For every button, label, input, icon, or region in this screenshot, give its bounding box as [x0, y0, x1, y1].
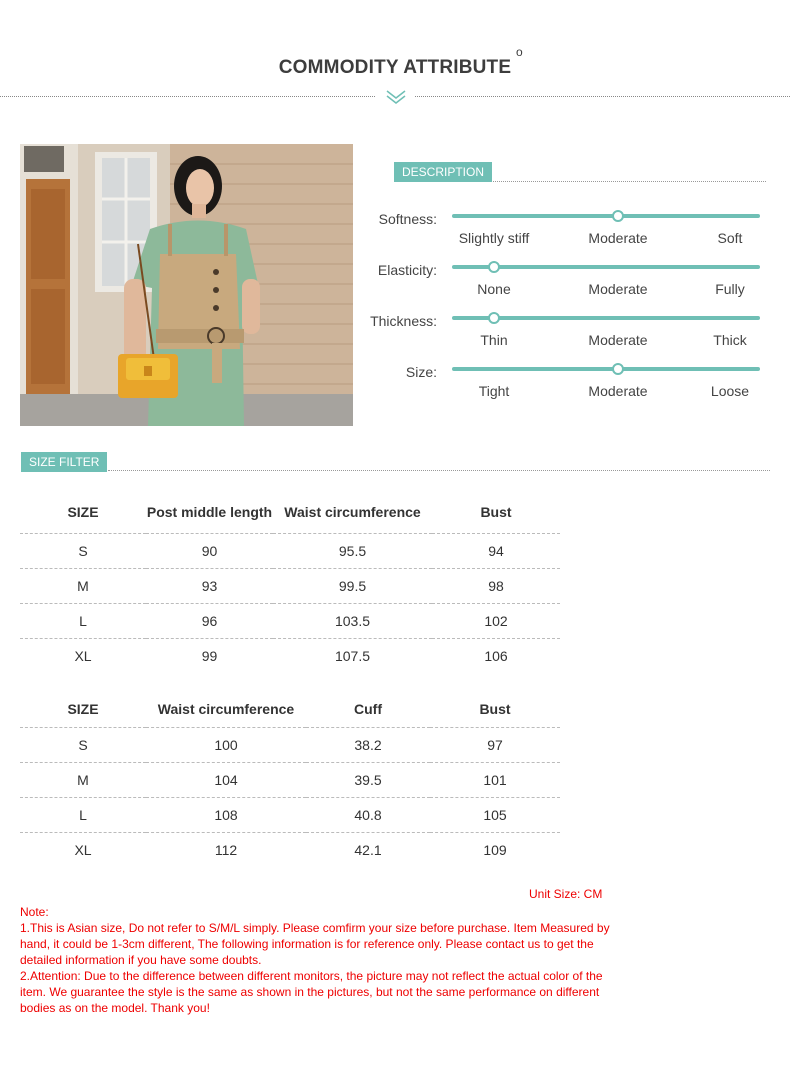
title-degree-mark: o — [516, 45, 523, 59]
table-cell: 98 — [432, 568, 560, 603]
table-cell: M — [20, 568, 146, 603]
description-divider — [493, 181, 766, 182]
header-divider-right — [415, 96, 790, 97]
table-cell: 99 — [146, 638, 273, 673]
table-cell: 108 — [146, 797, 306, 832]
attribute-label: Size: — [405, 364, 437, 380]
attribute-scale — [452, 265, 760, 269]
attribute-label: Thickness: — [370, 313, 437, 329]
table-cell: 95.5 — [273, 533, 432, 568]
table-cell: 105 — [430, 797, 560, 832]
table-row — [20, 832, 560, 867]
table-cell: L — [20, 797, 146, 832]
size-note — [20, 904, 610, 1016]
unit-size-label: Unit Size: CM — [529, 887, 603, 901]
table-cell: 42.1 — [306, 832, 430, 867]
table-row — [20, 762, 560, 797]
scale-knob — [612, 363, 624, 375]
table-cell: 104 — [146, 762, 306, 797]
table-cell: 103.5 — [273, 603, 432, 638]
table-cell: 96 — [146, 603, 273, 638]
column-header: Waist circumference — [284, 504, 421, 521]
scale-knob — [488, 261, 500, 273]
table-row — [20, 533, 560, 568]
table-row — [20, 568, 560, 603]
double-chevron-down-icon — [385, 89, 407, 105]
table-cell: 94 — [432, 533, 560, 568]
scale-option: Moderate — [588, 281, 648, 297]
table-header-row — [20, 492, 560, 533]
scale-option: Fully — [715, 281, 745, 297]
table-row — [20, 603, 560, 638]
attribute-label: Softness: — [378, 211, 437, 227]
scale-option: Thick — [713, 332, 747, 348]
attribute-label: Elasticity: — [377, 262, 437, 278]
scale-option: Moderate — [588, 383, 648, 399]
table-cell: S — [20, 533, 146, 568]
table-cell: 109 — [430, 832, 560, 867]
table-row — [20, 797, 560, 832]
column-header: SIZE — [67, 701, 99, 718]
size-filter-tag: SIZE FILTER — [21, 452, 107, 472]
table-cell: 93 — [146, 568, 273, 603]
page-title-text: COMMODITY ATTRIBUTE — [278, 57, 512, 78]
column-header: SIZE — [67, 504, 99, 521]
note-title: Note: — [20, 905, 49, 919]
table-cell: 99.5 — [273, 568, 432, 603]
table-cell: 97 — [430, 727, 560, 762]
size-table-1 — [20, 492, 560, 673]
scale-knob — [612, 210, 624, 222]
header-divider-left — [0, 96, 375, 97]
table-cell: 40.8 — [306, 797, 430, 832]
table-cell: 90 — [146, 533, 273, 568]
scale-option: Moderate — [588, 332, 648, 348]
column-header: Bust — [479, 701, 511, 718]
table-cell: L — [20, 603, 146, 638]
column-header: Post middle length — [146, 503, 273, 520]
table-row — [20, 638, 560, 673]
table-cell: S — [20, 727, 146, 762]
description-tag: DESCRIPTION — [394, 162, 492, 182]
scale-option: Soft — [717, 230, 743, 246]
note-line-2: 2.Attention: Due to the difference between different monitors, the picture may not reflect the actual color of the item. We guarantee the style is the same as shown in the pictures, but not the same performance on different bodies as on the model. Thank you! — [20, 969, 603, 1015]
table-cell: 38.2 — [306, 727, 430, 762]
note-line-1: 1.This is Asian size, Do not refer to S/M/L simply. Please comfirm your size before purchase. Item Measured by hand, it could be 1-3cm different, The following information is for reference only. Please contact us to get the detailed information if you have some doubts. — [20, 921, 610, 967]
table-cell: 107.5 — [273, 638, 432, 673]
table-cell: 106 — [432, 638, 560, 673]
table-cell: 102 — [432, 603, 560, 638]
column-header: Waist circumference — [157, 701, 295, 718]
table-cell: M — [20, 762, 146, 797]
table-header-row — [20, 692, 560, 727]
size-table-2 — [20, 692, 560, 867]
column-header: Cuff — [354, 701, 382, 718]
table-cell: 101 — [430, 762, 560, 797]
scale-option: Moderate — [588, 230, 648, 246]
table-cell: XL — [20, 832, 146, 867]
scale-option: Tight — [478, 383, 510, 399]
table-cell: 112 — [146, 832, 306, 867]
attribute-scale — [452, 367, 760, 371]
scale-option: None — [477, 281, 511, 297]
product-photo — [20, 144, 353, 426]
scale-option: Thin — [480, 332, 508, 348]
scale-option: Loose — [710, 383, 750, 399]
page-title — [0, 45, 790, 79]
scale-knob — [488, 312, 500, 324]
column-header: Bust — [480, 504, 512, 521]
table-cell: 100 — [146, 727, 306, 762]
table-cell: 39.5 — [306, 762, 430, 797]
attribute-scale — [452, 316, 760, 320]
table-cell: XL — [20, 638, 146, 673]
size-filter-divider — [108, 470, 770, 471]
attribute-scale — [452, 214, 760, 218]
scale-option: Slightly stiff — [458, 230, 530, 246]
table-row — [20, 727, 560, 762]
